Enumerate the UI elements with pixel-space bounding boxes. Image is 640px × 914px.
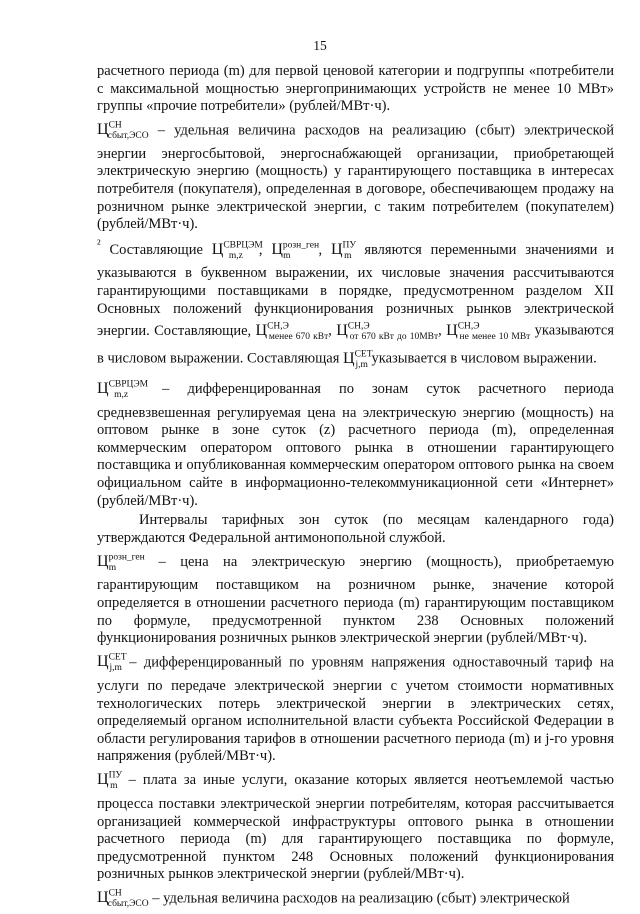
paragraph-footnote-2: $^{^2}$ Составляющие $Ц^{СВРЦЭМ}_{m,z}$ , $Ц^{розн\_ген}_m$ , $Ц^{ПУ}_m$ являются переменными значениями и указываются в буквенном выражении, их числовые значения рассчитываются гарантирующими поставщиками в порядке, предусмотренном разделом XII Основных положений функционирования розничных рынков электрической энергии. Составляющие, $Ц^{СН,Э}_{менее 670 кВт}$, $Ц^{СН,Э}_{от 670 кВт до 10МВт}$, $Ц^{СН,Э}_{не менее 10 МВт}$ указываются в числовом выражении. Составляющая $Ц^{СЕТ}_{j,m}$ указывается в числовом выражении.	[97, 236, 615, 370]
symbol-c-sne-less-670: $Ц^{СН,Э}_{менее 670 кВт}$	[255, 321, 329, 342]
paragraph-svrcem: $Ц^{СВРЦЭМ}_{m,z}$ – дифференцированная по зонам суток расчетного периода средневзвешенная регулируемая цена на электрическую энергию (мощность) на оптовом рынке в зоне суток (z) расчетного периода (m), определенная коммерческим оператором оптового рынка в отношении гарантирующего поставщика и опубликованная коммерческим оператором оптового рынка на своем официальном сайте в информационно-телекоммуникационной сети «Интернет» (рублей/МВт·ч).	[97, 379, 614, 509]
symbol-c-sne-from-670: $Ц^{СН,Э}_{от 670 кВт до 10МВт}$	[336, 321, 439, 342]
paragraph-intervals: Интервалы тарифных зон суток (по месяцам календарного года) утверждаются Федеральной антимонопольной службой.	[97, 512, 614, 546]
symbol-c-sne-not-less-10: $Ц^{СН,Э}_{не менее 10 МВт}$	[446, 321, 531, 342]
document-body	[97, 63, 614, 914]
paragraph-pu: $Ц^{ПУ}_m$ – плата за иные услуги, оказание которых является неотъемлемой частью процесса поставки электрической энергии потребителям, которая рассчитывается организацией коммерческой инфраструктуры оптового рынка в отношении расчетного периода (m) для гарантирующего поставщика по формуле, предусмотренной пунктом 248 Основных положений функционирования розничных рынков электрической энергии (рублей/МВт·ч).	[97, 770, 614, 883]
paragraph-text: расчетного периода (m) для первой ценовой категории и подгруппы «потребители с максимальной мощностью энергопринимающих устройств не менее 10 МВт» группы «прочие потребители» (рублей/МВт·ч).	[97, 63, 614, 115]
paragraph-text: – удельная величина расходов на реализацию (сбыт) электрической энергии энергосбытовой, энергоснабжающей организации, приобретающей электрическую энергию (мощность) у гарантирующего поставщика в интересах потребителя (покупателя), определенная в договоре, обеспечивающем продажу на розничном рынке электрической энергии, с таким потребителем (покупателем) (рублей/МВт·ч).	[97, 122, 614, 233]
symbol-c-svrcem: $Ц^{СВРЦЭМ}_{m,z}$	[211, 240, 263, 261]
paragraph-sbyt-eso	[97, 118, 614, 234]
symbol-c-sn-sbyt: $Ц^{СН}_{сбыт,ЭСО}$	[97, 888, 149, 910]
paragraph-sbyt-eso-2: $Ц^{СН}_{сбыт,ЭСО}$ – удельная величина расходов на реализацию (сбыт) электрической	[97, 888, 570, 910]
page-number: 15	[313, 38, 327, 53]
symbol-c-pu: $Ц^{ПУ}_m$	[97, 770, 123, 792]
symbol-c-rozn-gen: $Ц^{розн\_ген}_m$	[97, 552, 145, 573]
symbol-c-sn-sbyt: $Ц^{СН}_{сбыт,ЭСО}$	[97, 120, 149, 142]
symbol-c-rozn-gen: $Ц^{розн\_ген}_m$	[271, 240, 320, 261]
symbol-c-set: $Ц^{СЕТ}_{j,m}$	[343, 349, 373, 370]
symbol-c-svrcem: $Ц^{СВРЦЭМ}_{m,z}$	[97, 379, 149, 400]
paragraph-set: $Ц^{СЕТ}_{j,m}$ – дифференцированный по уровням напряжения одноставочный тариф на услуги по передаче электрической энергии с учетом стоимости нормативных технологических потерь электрической энергии в электрических сетях, определяемый органом исполнительной власти субъекта Российской Федерации в области регулирования тарифов в отношении расчетного периода (m) и j-го уровня напряжения (рублей/МВт·ч).	[97, 652, 614, 765]
footnote-marker: ²	[97, 236, 101, 251]
symbol-c-pu: $Ц^{ПУ}_m$	[330, 240, 357, 261]
paragraph-rozn-gen: $Ц^{розн\_ген}_m$ – цена на электрическую энергию (мощность), приобретаемую гарантирующим поставщиком на розничном рынке, значение которой определяется в отношении расчетного периода (m) гарантирующим поставщиком по формуле, предусмотренной пунктом 238 Основных положений функционирования розничных рынков электрической энергии (рублей/МВт·ч).	[97, 552, 614, 647]
symbol-c-set: $Ц^{СЕТ}_{j,m}$	[97, 652, 127, 674]
paragraph-continuation	[97, 63, 614, 116]
